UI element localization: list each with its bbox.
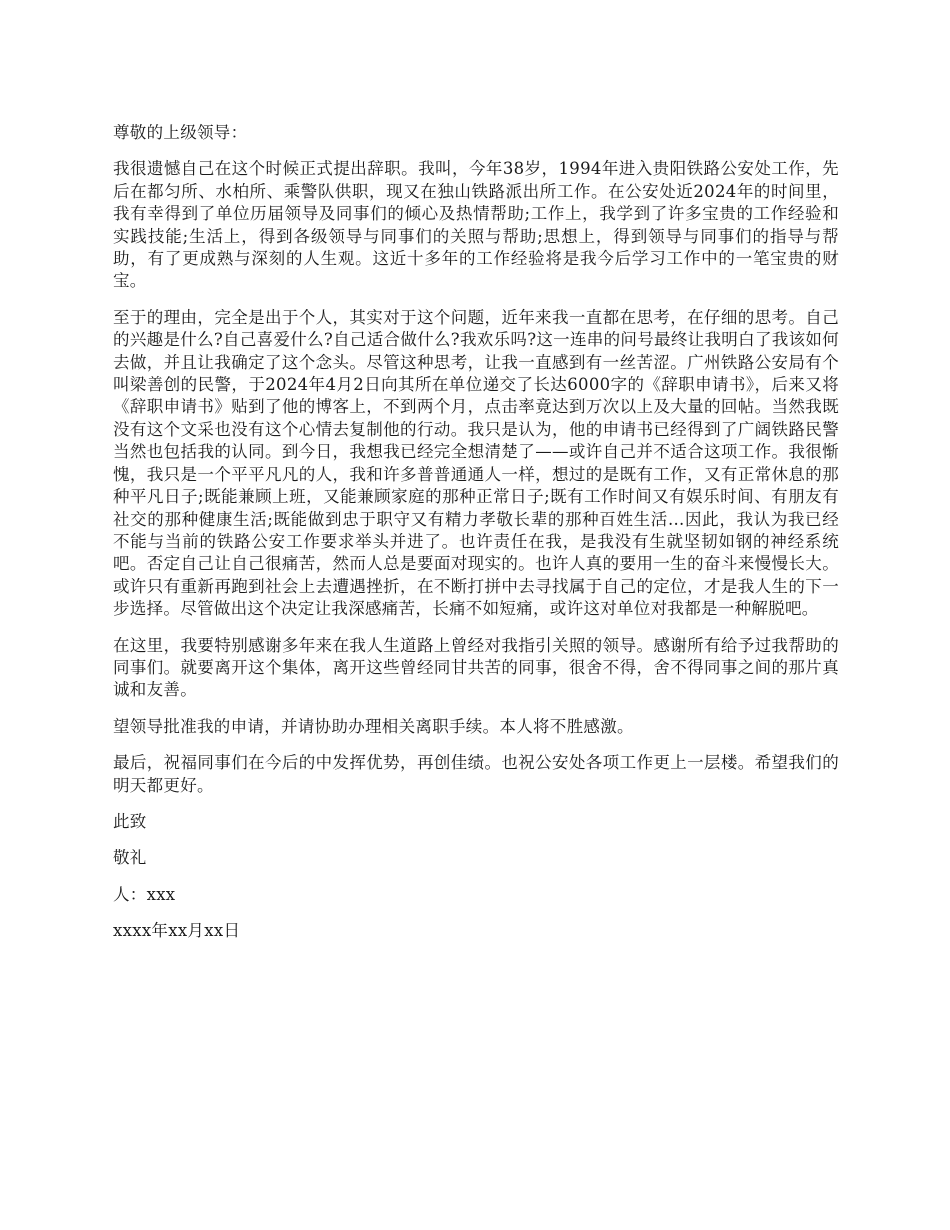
signature: 人：xxx: [113, 884, 176, 904]
paragraph-intro: 我很遗憾自己在这个时候正式提出辞职。我叫，今年38岁，1994年进入贵阳铁路公安处工作，先后在都匀所、水柏所、乘警队供职，现又在独山铁路派出所工作。在公安处近2024年的时间里，我有幸得到了单位历届领导及同事们的倾心及热情帮助;工作上，我学到了许多宝贵的工作经验和实践技能;生活上，得到各级领导与同事们的关照与帮助;思想上，得到领导与同事们的指导与帮助，有了更成熟与深刻的人生观。这近十多年的工作经验将是我今后学习工作中的一笔宝贵的财宝。: [113, 159, 839, 291]
salutation: 尊敬的上级领导：: [113, 123, 248, 142]
paragraph-request: 望领导批准我的申请，并请协助办理相关离职手续。本人将不胜感激。: [113, 716, 634, 736]
paragraph-thanks: 在这里，我要特别感谢多年来在我人生道路上曾经对我指引关照的领导。感谢所有给予过我帮助的同事们。就要离开这个集体，离开这些曾经同甘共苦的同事，很舍不得，舍不得同事之间的那片真诚和友善。: [113, 635, 839, 700]
letter-page: [113, 122, 839, 957]
date: xxxx年xx月xx日: [113, 921, 241, 941]
paragraph-reason: 至于的理由，完全是出于个人，其实对于这个问题，近年来我一直都在思考，在仔细的思考。自己的兴趣是什么?自己喜爱什么?自己适合做什么?我欢乐吗?这一连串的问号最终让我明白了我该如何去做，并且让我确定了这个念头。尽管这种思考，让我一直感到有一丝苦涩。广州铁路公安局有个叫梁善创的民警，于2024年4月2日向其所在单位递交了长达6000字的《辞职申请书》，后来又将《辞职申请书》贴到了他的博客上，不到两个月，点击率竟达到万次以上及大量的回帖。当然我既没有这个文采也没有这个心情去复制他的行动。我只是认为，他的申请书已经得到了广阔铁路民警当然也包括我的认同。到今日，我想我已经完全想清楚了——或许自己并不适合这项工作。我很惭愧，我只是一个平平凡凡的人，我和许多普普通通人一样，想过的是既有工作，又有正常休息的那种平凡日子;既能兼顾上班，又能兼顾家庭的那种正常日子;既有工作时间又有娱乐时间、有朋友有社交的那种健康生活;既能做到忠于职守又有精力孝敬长辈的那种百姓生活…因此，我认为我已经不能与当前的铁路公安工作要求举头并进了。也许责任在我，是我没有生就坚韧如钢的神经系统吧。否定自己让自己很痛苦，然而人总是要面对现实的。也许人真的要用一生的奋斗来慢慢长大。或许只有重新再跑到社会上去遭遇挫折，在不断打拼中去寻找属于自己的定位，才是我人生的下一步选择。尽管做出这个决定让我深感痛苦，长痛不如短痛，或许这对单位对我都是一种解脱吧。: [113, 307, 839, 619]
closing: 此致: [113, 811, 147, 831]
regards: 敬礼: [113, 848, 147, 868]
paragraph-wishes: 最后，祝福同事们在今后的中发挥优势，再创佳绩。也祝公安处各项工作更上一层楼。希望我们的明天都更好。: [113, 753, 839, 795]
